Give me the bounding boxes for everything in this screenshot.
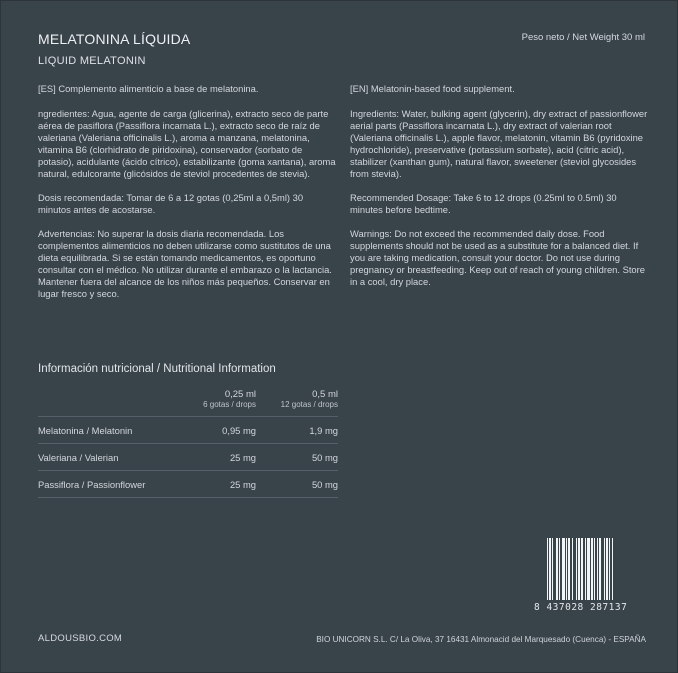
nutrient-name: Passiflora / Passionflower: [38, 471, 173, 498]
table-row: [38, 417, 338, 444]
nutrient-value: 0,95 mg: [173, 417, 256, 444]
website-link[interactable]: ALDOUSBIO.COM: [38, 633, 123, 644]
barcode-bar: [581, 538, 583, 600]
product-subtitle: LIQUID MELATONIN: [38, 55, 146, 67]
nutrient-name: Melatonina / Melatonin: [38, 417, 173, 444]
product-title: MELATONINA LÍQUIDA: [38, 31, 191, 47]
barcode-bar: [597, 538, 598, 600]
nutrition-column-dose-2: [256, 389, 338, 417]
spanish-warnings: Advertencias: No superar la dosis diaria recomendada. Los complementos alimenticios no deben utilizarse como sustitutos de una dieta equilibrada. Si se están tomando medicamentos, es oportuno consultar con el médico. No utilizar durante el embarazo o la lactancia. Mantener fuera del alcance de los niños más pequeños. Conservar en lugar fresco y seco.: [38, 228, 332, 299]
barcode-bars: [545, 538, 648, 602]
barcode-bar: [566, 538, 567, 600]
table-row: [38, 444, 338, 471]
nutrient-name: Valeriana / Valerian: [38, 444, 173, 471]
barcode-bar: [578, 538, 580, 600]
spanish-column: [38, 83, 338, 312]
barcode-bar: [572, 538, 573, 600]
spanish-dosage: Dosis recomendada: Tomar de 6 a 12 gotas (0,25ml a 0,5ml) 30 minutos antes de acostarse.: [38, 192, 304, 215]
barcode-bar: [556, 538, 558, 600]
barcode-bar: [576, 538, 577, 600]
barcode-bar: [552, 538, 553, 600]
barcode-bar: [549, 538, 551, 600]
barcode-bar: [562, 538, 565, 600]
barcode-bar: [612, 538, 613, 600]
spanish-intro: [ES] Complemento alimenticio a base de melatonina.: [38, 83, 259, 94]
nutrient-value: 50 mg: [256, 471, 338, 498]
english-dosage: Recommended Dosage: Take 6 to 12 drops (0.25ml to 0.5ml) 30 minutes before bedtime.: [350, 192, 617, 215]
dose-drops: 6 gotas / drops: [203, 400, 256, 409]
barcode-bar: [604, 538, 605, 600]
barcode-bar: [609, 538, 610, 600]
barcode-bar: [585, 538, 586, 600]
barcode-background: [545, 538, 648, 602]
barcode-bar: [606, 538, 608, 600]
nutrient-value: 25 mg: [173, 444, 256, 471]
nutrition-heading: Información nutricional / Nutritional Information: [38, 363, 276, 375]
english-ingredients: Ingredients: Water, bulking agent (glycerin), dry extract of passionflower aerial parts (Passiflora incarnata L.), dry extract of valerian root (Valeriana officinalis L.), apple flavor, melatonin, vitamin B6 (pyridoxine hydrochloride), preservative (potassium sorbate), acid (citric acid), stabilizer (xanthan gum), natural flavor, sweetener (steviol glycosides from stevia).: [350, 108, 648, 179]
nutrient-value: 50 mg: [256, 444, 338, 471]
barcode-bar: [599, 538, 601, 600]
barcode-bar: [559, 538, 560, 600]
spanish-ingredients: ngredientes: Agua, agente de carga (glicerina), extracto seco de parte aérea de pasiflora (Passiflora incarnata L.), extracto seco de raíz de valeriana (Valeriana officinalis L.), aroma a manzana, melatonina, vitamina B6 (clorhidrato de piridoxina), conservador (sorbato de potasio), acidulante (ácido cítrico), estabilizante (goma xantana), aroma natural, edulcorante (glicósidos de steviol procedentes de stevia).: [38, 108, 336, 179]
english-warnings: Warnings: Do not exceed the recommended daily dose. Food supplements should not be used as a substitute for a balanced diet. If you are taking medication, consult your doctor. Do not use during pregnancy or breastfeeding. Keep out of reach of young children. Store in a cool, dry place.: [350, 228, 645, 287]
dose-amount: 0,25 ml: [224, 389, 256, 400]
barcode-bar: [594, 538, 595, 600]
nutrition-header-row: [38, 389, 338, 417]
english-intro: [EN] Melatonin-based food supplement.: [350, 83, 515, 94]
english-column: [350, 83, 650, 300]
barcode-bar: [568, 538, 570, 600]
net-weight: Peso neto / Net Weight 30 ml: [521, 32, 645, 43]
nutrient-value: 25 mg: [173, 471, 256, 498]
table-row: [38, 471, 338, 498]
nutrition-table: [38, 389, 338, 498]
company-address: BIO UNICORN S.L. C/ La Oliva, 37 16431 Almonacid del Marquesado (Cuenca) - ESPAÑA: [316, 635, 646, 644]
dose-amount: 0,5 ml: [312, 389, 338, 400]
barcode-bar: [547, 538, 548, 600]
nutrition-header-empty: [38, 389, 173, 417]
dose-drops: 12 gotas / drops: [280, 400, 338, 409]
barcode-bar: [587, 538, 590, 600]
nutrition-column-dose-1: [173, 389, 256, 417]
barcode-bar: [591, 538, 593, 600]
barcode-number: 8 437028 287137: [534, 602, 628, 613]
nutrient-value: 1,9 mg: [256, 417, 338, 444]
